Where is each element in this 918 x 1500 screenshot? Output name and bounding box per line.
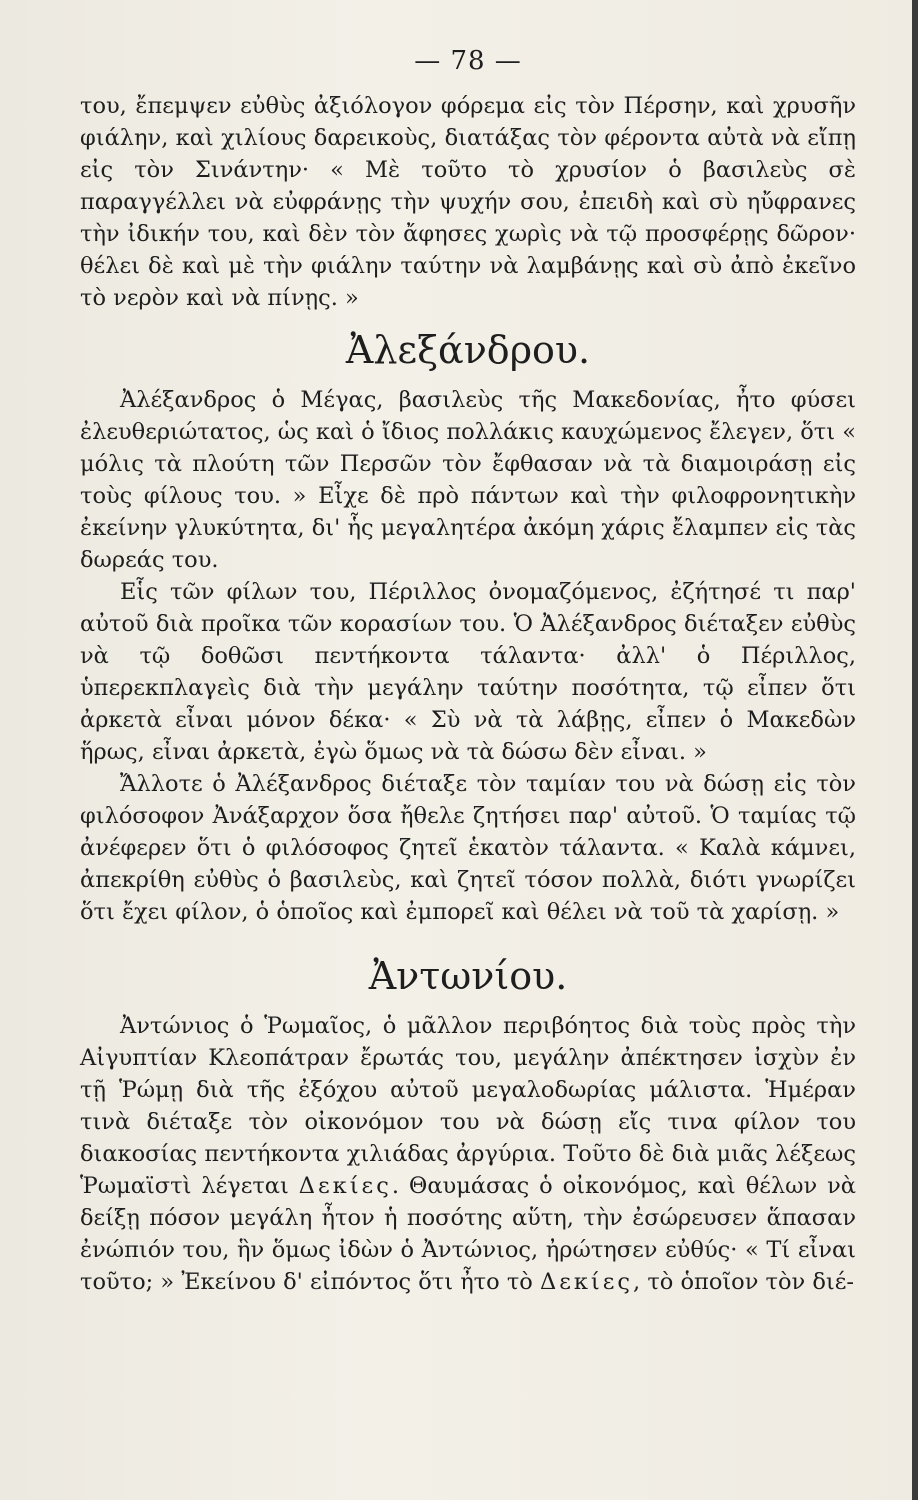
page-edge [912,0,918,1500]
section-heading-alexander: Ἀλεξάνδρου. [345,328,591,372]
page-content [80,46,856,1298]
spaced-word: Δεκίες [298,1173,392,1199]
paragraph: του, ἔπεμψεν εὐθὺς ἀξιόλογον φόρεμα εἰς τὸν Πέρσην, καὶ χρυσῆν φιάλην, καὶ χιλίους δαρεικοὺς, διατάξας τὸν φέροντα αὐτὰ νὰ εἴπῃ εἰς τὸν Σινάντην· « Μὲ τοῦτο τὸ χρυσίον ὁ βασιλεὺς σὲ παραγγέλλει νὰ εὐφράνῃς τὴν ψυχήν σου, ἐπειδὴ καὶ σὺ ηὔφρανες τὴν ἰδικήν του, καὶ δὲν τὸν ἄφησες χωρὶς νὰ τῷ προσφέρῃς δῶρον· θέλει δὲ καὶ μὲ τὴν φιάλην ταύτην νὰ λαμβάνῃς καὶ σὺ ἀπὸ ἐκεῖνο τὸ νερὸν καὶ νὰ πίνῃς. » [80,93,856,311]
spaced-word: Δεκίες [539,1269,634,1295]
paragraph-text: Ἀντώνιος ὁ Ῥωμαῖος, ὁ μᾶλλον περιβόητος διὰ τοὺς πρὸς τὴν Αἰγυπτίαν Κλεοπάτραν ἔρωτάς του, μεγάλην ἀπέκτησεν ἰσχὺν ἐν τῇ Ῥώμῃ διὰ τῆς ἐξόχου αὐτοῦ μεγαλοδωρίας μάλιστα. Ἡμέραν τινὰ διέταξε τὸν οἰκονόμον του νὰ δώσῃ εἴς τινα φίλον του διακοσίας πεντήκοντα χιλιάδας ἀργύρια. Τοῦτο δὲ διὰ μιᾶς λέξεως Ῥωμαϊστὶ λέγεται [80,1013,856,1199]
paragraph [80,1010,856,1298]
page-number: — 78 — [414,46,522,76]
paragraph: Ἀλέξανδρος ὁ Μέγας, βασιλεὺς τῆς Μακεδονίας, ἦτο φύσει ἐλευθεριώτατος, ὡς καὶ ὁ ἴδιος πολλάκις καυχώμενος ἔλεγεν, ὅτι « μόλις τὰ πλούτη τῶν Περσῶν τὸν ἔφθασαν νὰ τὰ διαμοιράσῃ εἰς τοὺς φίλους του. » Εἶχε δὲ πρὸ πάντων καὶ τὴν φιλοφρονητικὴν ἐκείνην γλυκύτητα, δι' ἧς μεγαλητέρα ἀκόμη χάρις ἔλαμπεν εἰς τὰς δωρεάς του. [80,387,856,573]
paragraph-text: . Θαυμάσας ὁ οἰκονόμος, καὶ θέλων νὰ δείξῃ πόσον μεγάλη ἦτον ἡ ποσότης αὕτη, τὴν ἐσώρευσεν ἅπασαν ἐνώπιόν του, ἣν ὅμως ἰδὼν ὁ Ἀντώνιος, ἠρώτησεν εὐθύς· « Τί εἶναι τοῦτο; » Ἐκείνου δ' εἰπόντος ὅτι ἦτο τὸ [80,1173,856,1295]
paragraph: Εἷς τῶν φίλων του, Πέριλλος ὀνομαζόμενος, ἐζήτησέ τι παρ' αὐτοῦ διὰ προῖκα τῶν κορασίων του. Ὁ Ἀλέξανδρος διέταξεν εὐθὺς νὰ τῷ δοθῶσι πεντήκοντα τάλαντα· ἀλλ' ὁ Πέριλλος, ὑπερεκπλαγεὶς διὰ τὴν μεγάλην ταύτην ποσότητα, τῷ εἶπεν ὅτι ἀρκετὰ εἶναι μόνον δέκα· « Σὺ νὰ τὰ λάβῃς, εἶπεν ὁ Μακεδὼν ἥρως, εἶναι ἀρκετὰ, ἐγὼ ὅμως νὰ τὰ δώσω δὲν εἶναι. » [80,579,856,765]
section-heading-antony: Ἀντωνίου. [368,954,568,998]
paragraph: Ἄλλοτε ὁ Ἀλέξανδρος διέταξε τὸν ταμίαν του νὰ δώσῃ εἰς τὸν φιλόσοφον Ἀνάξαρχον ὅσα ἤθελε ζητήσει παρ' αὐτοῦ. Ὁ ταμίας τῷ ἀνέφερεν ὅτι ὁ φιλόσοφος ζητεῖ ἑκατὸν τάλαντα. « Καλὰ κάμνει, ἀπεκρίθη εὐθὺς ὁ βασιλεὺς, καὶ ζητεῖ τόσον πολλὰ, διότι γνωρίζει ὅτι ἔχει φίλον, ὁ ὁποῖος καὶ ἐμπορεῖ καὶ θέλει νὰ τοῦ τὰ χαρίσῃ. » [80,771,856,925]
paragraph-text: , τὸ ὁποῖον τὸν διέ- [633,1269,855,1295]
